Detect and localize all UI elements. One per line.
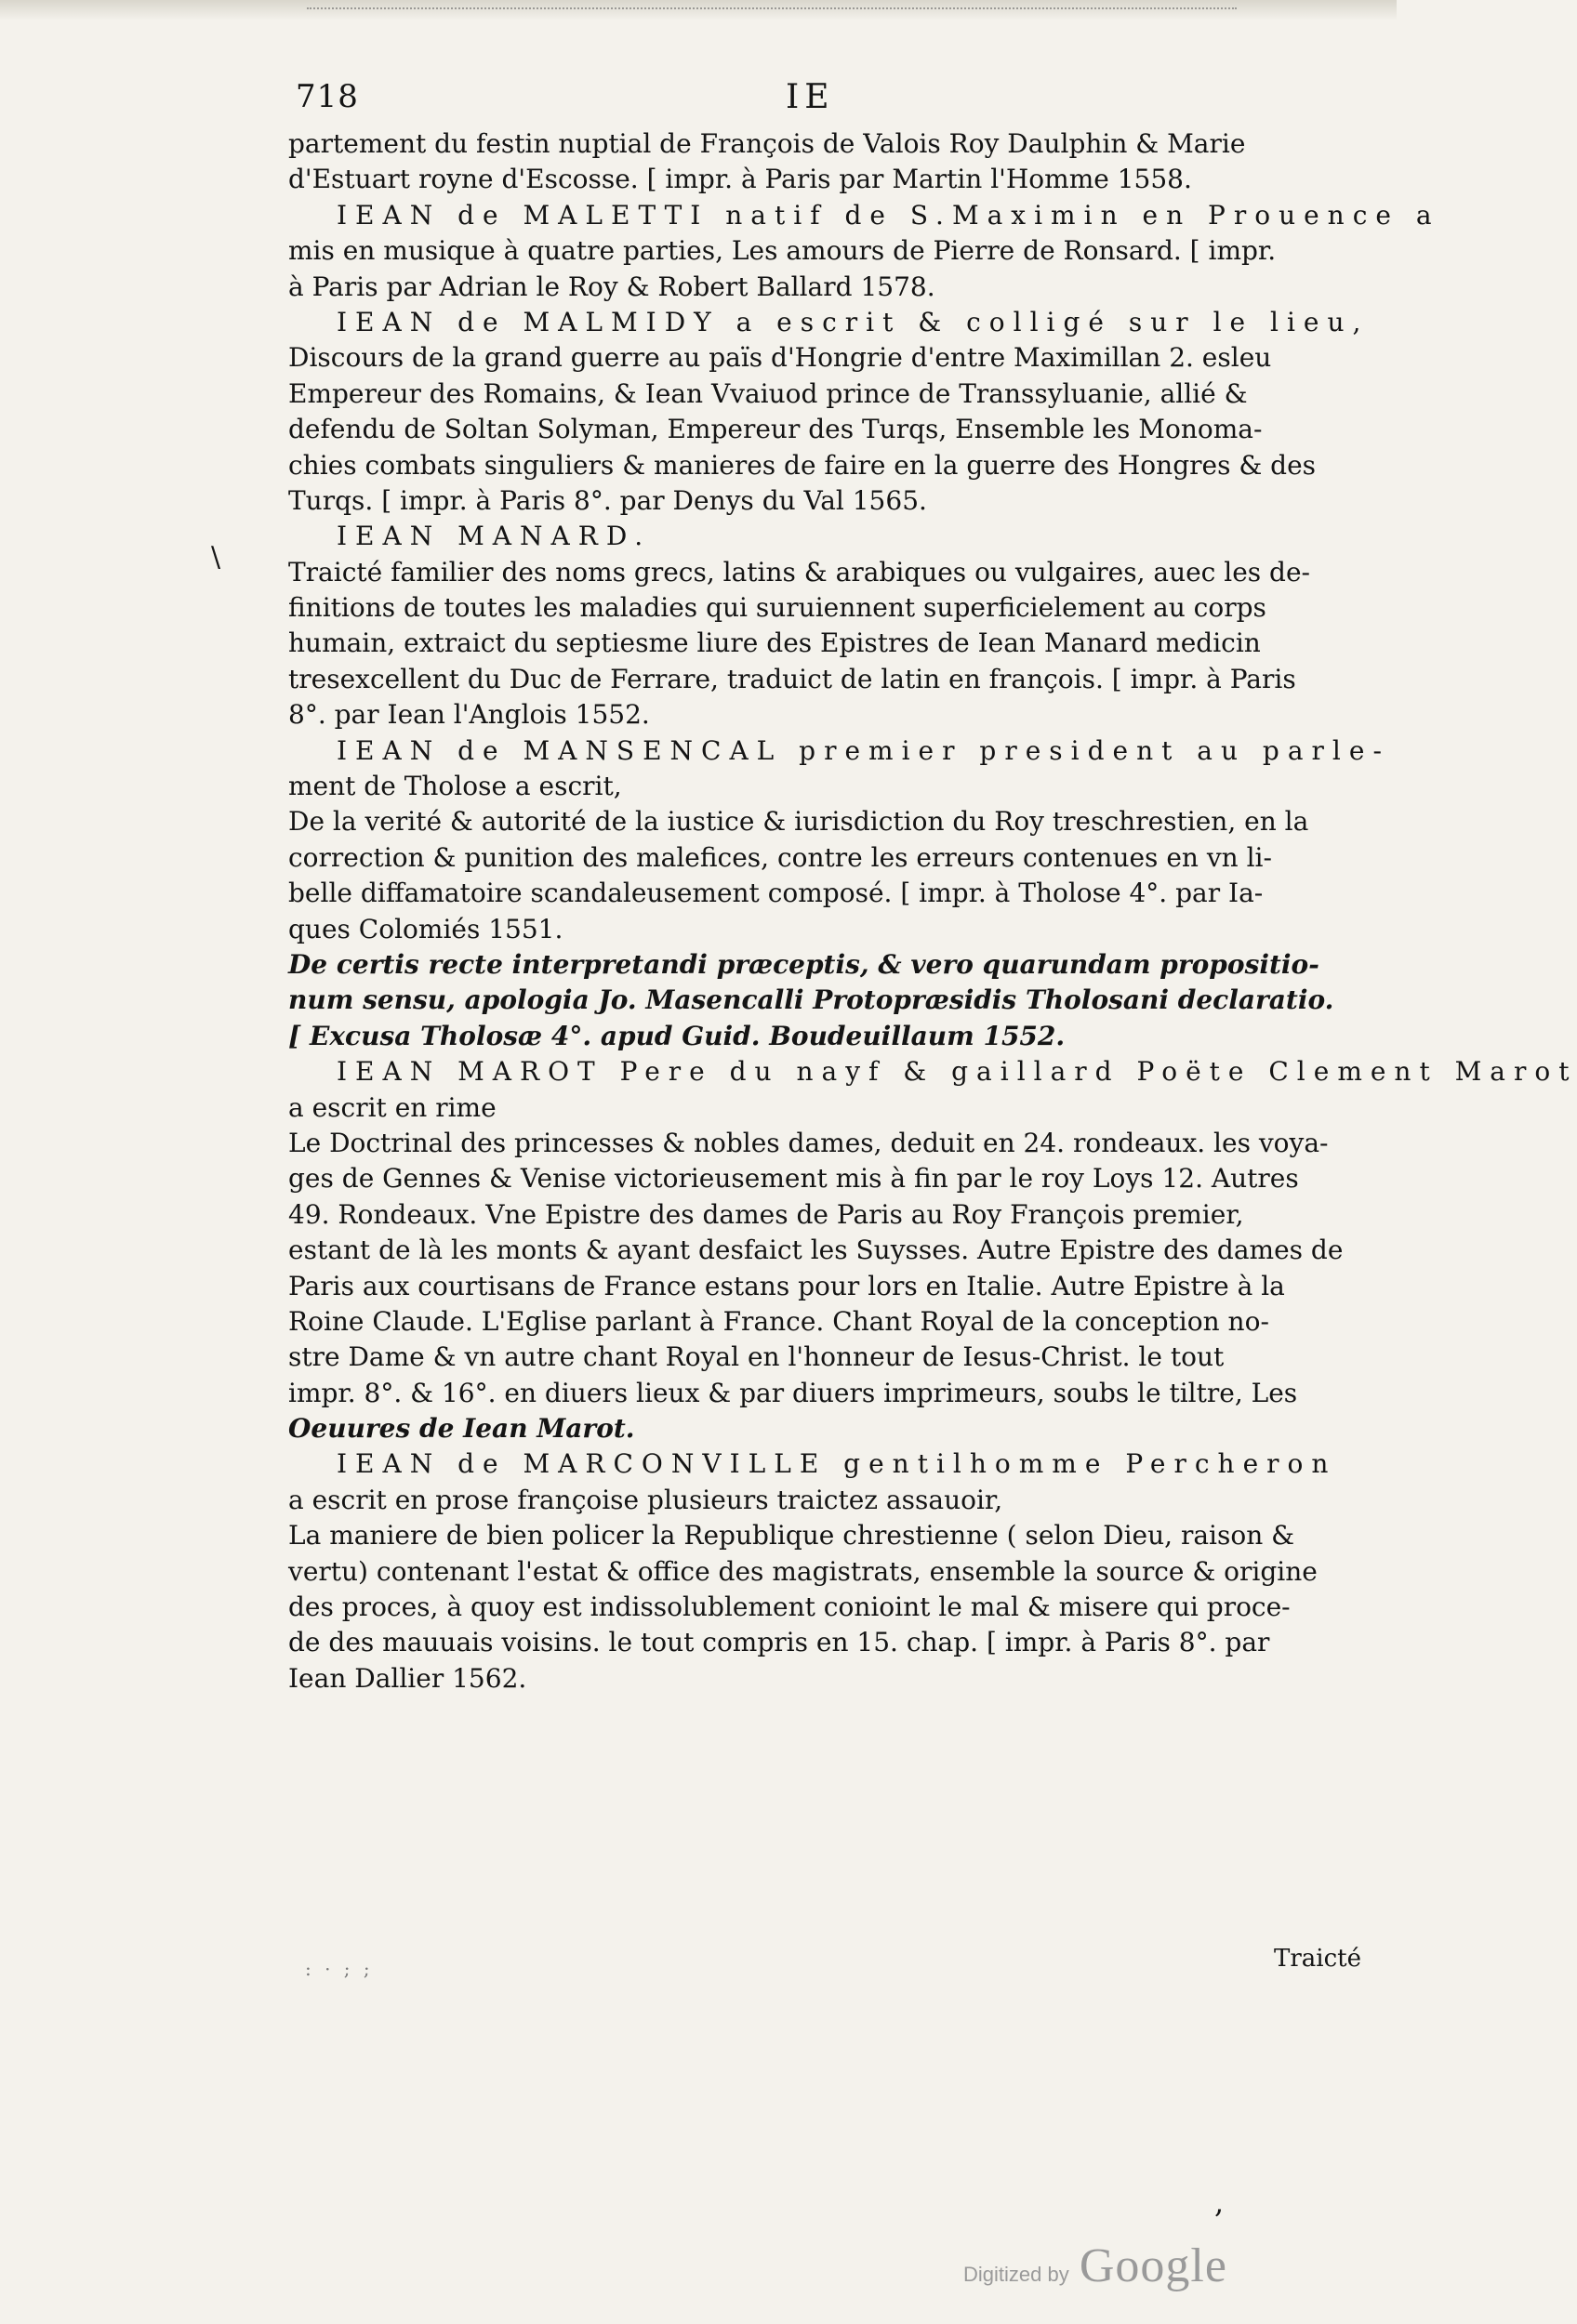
latin-imprint-line: [ Excusa Tholosæ 4°. apud Guid. Boudeuillaum 1552. <box>288 1020 1066 1051</box>
text-line: a escrit en prose françoise plusieurs traictez assauoir, <box>288 1484 1003 1515</box>
text-line: Oeuures de Iean Marot. <box>288 1413 635 1445</box>
digitized-label: Digitized by <box>963 2263 1069 2286</box>
text-line: a escrit en rime <box>288 1091 497 1123</box>
text-line: à Paris par Adrian le Roy & Robert Ballard 1578. <box>288 271 935 302</box>
text-line: stre Dame & vn autre chant Royal en l'honneur de Iesus-Christ. le tout <box>288 1341 1225 1373</box>
text-line: defendu de Soltan Solyman, Empereur des Turqs, Ensemble les Monoma- <box>288 414 1263 445</box>
text-line: finitions de toutes les maladies qui suruiennent superficielement au corps <box>288 592 1266 624</box>
text-line: impr. 8°. & 16°. en diuers lieux & par diuers imprimeurs, soubs le tiltre, Les <box>288 1377 1298 1408</box>
text-line: de des mauuais voisins. le tout compris en 15. chap. [ impr. à Paris 8°. par <box>288 1627 1270 1658</box>
latin-title-line: De certis recte interpretandi præceptis, & vero quarundam propositio- <box>288 948 1319 980</box>
margin-mark: \ <box>211 541 221 574</box>
text-line: Iean Dallier 1562. <box>288 1662 527 1694</box>
latin-title-line: num sensu, apologia Jo. Masencalli Protopræsidis Tholosani declaratio. <box>288 984 1334 1016</box>
text-line: Paris aux courtisans de France estans pour lors en Italie. Autre Epistre à la <box>288 1270 1285 1301</box>
text-line: tresexcellent du Duc de Ferrare, traduict de latin en françois. [ impr. à Paris <box>288 663 1296 694</box>
text-line: 49. Rondeaux. Vne Epistre des dames de Paris au Roy François premier, <box>288 1198 1244 1230</box>
text-block <box>288 126 1577 1697</box>
entry-heading-mansencal: IEAN de MANSENCAL premier president au parle- <box>337 734 1390 766</box>
text-line: ges de Gennes & Venise victorieusement mis à fin par le roy Loys 12. Autres <box>288 1163 1299 1195</box>
entry-heading-marot: IEAN MAROT Pere du nayf & gaillard Poëte Clement Marot <box>337 1056 1577 1088</box>
text-line: chies combats singuliers & manieres de faire en la guerre des Hongres & des <box>288 449 1317 481</box>
text-line: Roine Claude. L'Eglise parlant à France. Chant Royal de la conception no- <box>288 1305 1269 1337</box>
text-line: estant de là les monts & ayant desfaict les Suysses. Autre Epistre des dames de <box>288 1235 1344 1266</box>
text-line: Discours de la grand guerre au païs d'Hongrie d'entre Maximillan 2. esleu <box>288 342 1272 374</box>
text-line: humain, extraict du septiesme liure des Epistres de Iean Manard medicin <box>288 627 1261 659</box>
text-line: Traicté familier des noms grecs, latins & arabiques ou vulgaires, auec les de- <box>288 556 1310 588</box>
entry-heading-malmidy: IEAN de MALMIDY a escrit & colligé sur le lieu, <box>337 306 1370 337</box>
text-line: De la verité & autorité de la iustice & iurisdiction du Roy treschrestien, en la <box>288 806 1309 838</box>
text-line: Empereur des Romains, & Iean Vvaiuod prince de Transsyluanie, allié & <box>288 377 1248 409</box>
text-line: mis en musique à quatre parties, Les amours de Pierre de Ronsard. [ impr. <box>288 235 1277 267</box>
google-brand: Google <box>1079 2239 1227 2292</box>
catchword: Traicté <box>1274 1945 1361 1973</box>
stray-mark: , <box>1214 2185 1225 2220</box>
entry-heading-marconville: IEAN de MARCONVILLE gentilhomme Percheron <box>337 1448 1337 1480</box>
text-line: d'Estuart royne d'Escosse. [ impr. à Paris par Martin l'Homme 1558. <box>288 164 1192 195</box>
scan-edge-noise <box>307 0 1237 9</box>
text-line: partement du festin nuptial de François de Valois Roy Daulphin & Marie <box>288 128 1246 159</box>
text-line: ques Colomiés 1551. <box>288 913 563 944</box>
text-line: ment de Tholose a escrit, <box>288 771 622 802</box>
text-line: 8°. par Iean l'Anglois 1552. <box>288 699 650 731</box>
text-line: Turqs. [ impr. à Paris 8°. par Denys du Val 1565. <box>288 484 927 516</box>
text-line: Le Doctrinal des princesses & nobles dames, deduit en 24. rondeaux. les voya- <box>288 1127 1329 1158</box>
ink-smudge: : · ; ; <box>305 1958 374 1980</box>
digitized-by-watermark <box>963 2238 1227 2293</box>
text-line: des proces, à quoy est indissolublement conioint le mal & misere qui proce- <box>288 1591 1291 1623</box>
entry-heading-maletti: IEAN de MALETTI natif de S.Maximin en Prouence a <box>337 199 1440 231</box>
text-line: La maniere de bien policer la Republique chrestienne ( selon Dieu, raison & <box>288 1520 1295 1552</box>
text-line: belle diffamatoire scandaleusement composé. [ impr. à Tholose 4°. par Ia- <box>288 878 1264 909</box>
page-number: 718 <box>296 78 359 115</box>
text-line: vertu) contenant l'estat & office des magistrats, ensemble la source & origine <box>288 1555 1318 1587</box>
entry-heading-manard: IEAN MANARD. <box>337 521 652 552</box>
running-head: IE <box>786 78 835 116</box>
text-line: correction & punition des malefices, contre les erreurs contenues en vn li- <box>288 841 1272 873</box>
